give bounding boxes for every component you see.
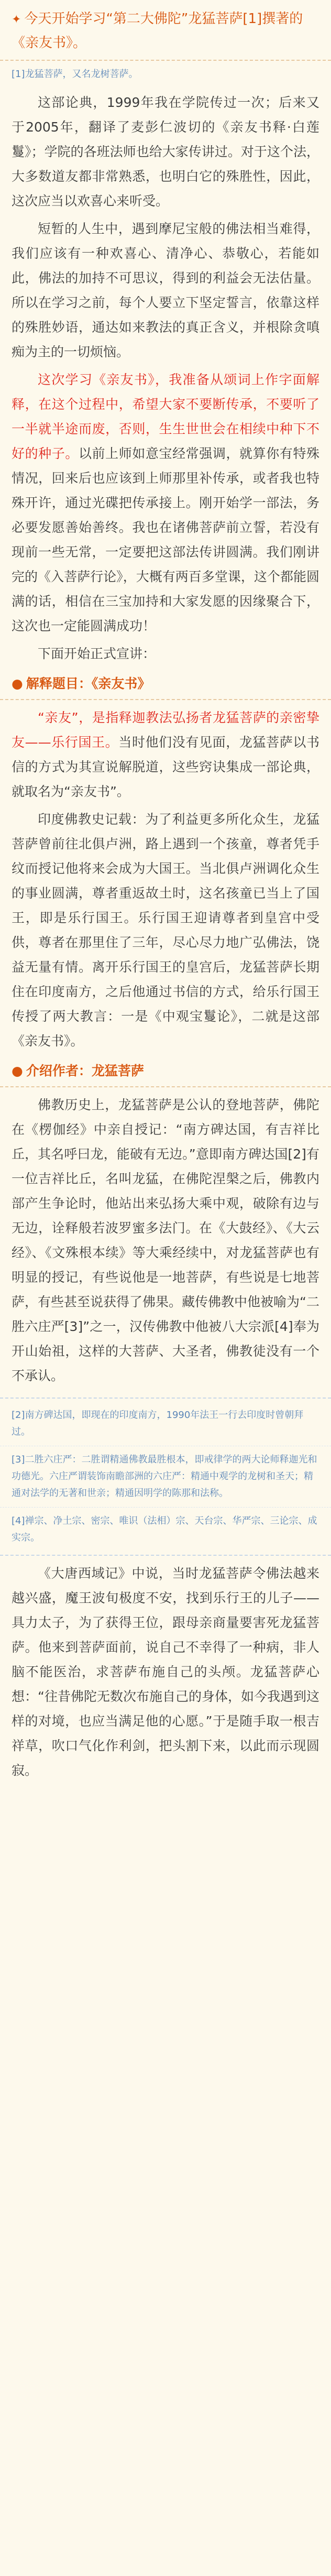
footnote-2: [2]南方碑达国，即现在的印度南方，1990年法王一行去印度时曾朝拜过。	[0, 1402, 331, 1446]
section-marker-icon: ●	[12, 676, 23, 691]
section-title-1	[0, 671, 331, 696]
section-divider	[0, 699, 331, 700]
paragraph-3-highlight: 这次学习《亲友书》，我准备从颂词上作字面解释，在这个过程中，希望大家不要断传承，不要听了一半就半途而废，否则，生生世世会在相续中种下不好的种子。	[12, 372, 319, 461]
paragraph-8: 《大唐西域记》中说，当时龙猛菩萨令佛法越来越兴盛，魔王波旬极度不安，找到乐行王的儿子——具力太子，为了获得王位，跟母亲商量要害死龙猛菩萨。他来到菩萨面前，说自己不幸得了一种病，非人脑不能医治，求菩萨布施自己的头颅。龙猛菩萨心想：“往昔佛陀无数次布施自己的身体，如今我遇到这样的对境，也应当满足他的心愿。”于是随手取一根吉祥草，吹口气化作利剑，把头割下来，以此而示现圆寂。	[12, 1566, 319, 1778]
section-divider	[0, 1086, 331, 1087]
footnote-4: [4]禅宗、净土宗、密宗、唯识（法相）宗、天台宗、华严宗、三论宗、成实宗。	[12, 1515, 317, 1543]
section-title-1-text: 解释题目：《亲友书》	[26, 676, 151, 691]
section-1-body	[0, 705, 331, 1053]
main-body	[0, 90, 331, 666]
paragraph-5-highlight: “亲友”，是指释迦教法弘扬者龙猛菩萨的亲密挚友——乐行国王。	[12, 710, 319, 750]
paragraph-3	[12, 367, 319, 638]
section-marker-icon: ●	[12, 1063, 23, 1078]
section-title-2-text: 介绍作者：龙猛菩萨	[26, 1063, 144, 1078]
paragraph-5	[12, 705, 319, 804]
intro-text: 今天开始学习“第二大佛陀”龙猛菩萨[1]撰著的《亲友书》。	[12, 11, 303, 51]
paragraph-1: 这部论典，1999年我在学院传过一次；后来又于2005年，翻译了麦彭仁波切的《亲友书释·白莲鬘》；学院的各班法师也给大家传讲过。对于这个法，大多数道友都非常熟悉，也明白它的殊胜性，因此，这次应当以欢喜心来听受。	[12, 95, 319, 209]
bullet-icon: ✦	[12, 13, 21, 26]
section-title-2	[0, 1058, 331, 1083]
paragraph-6: 印度佛教史记载：为了利益更多所化众生，龙猛菩萨曾前往北俱卢洲，路上遇到一个孩童，尊者凭手纹而授记他将来会成为大国王。当北俱卢洲调化众生的事业圆满，尊者重返故土时，这名孩童已当上了国王，即是乐行国王。乐行国王迎请尊者到皇宫中受供，尊者在那里住了三年，尽心尽力地广弘佛法，饶益无量有情。离开乐行国王的皇宫后，龙猛菩萨长期住在印度南方，之后他通过书信的方式，给乐行国王传授了两大教言：一是《中观宝鬘论》，二就是这部《亲友书》。	[12, 812, 319, 1049]
paragraph-3-rest: 以前上师如意宝经常强调，就算你有特殊情况，回来后也应该到上师那里补传承，或者我也特殊开许，通过光碟把传承接上。刚开始学一部法，务必要发愿善始善终。我也在诸佛菩萨前立誓，若没有现前一些无常，一定要把这部法传讲圆满。我们刚讲完的《入菩萨行论》，大概有两百多堂课，这个都能圆满的话，相信在三宝加持和大家发愿的因缘聚合下，这次也一定能圆满成功！	[12, 446, 319, 634]
paragraph-2: 短暂的人生中，遇到摩尼宝般的佛法相当难得，我们应该有一种欢喜心、清净心、恭敬心，若能如此，佛法的加持不可思议，得到的利益会无法估量。所以在学习之前，每个人要立下坚定誓言，依靠这样的殊胜妙语，通达如来教法的真正含义，并根除贪嗔痴为主的一切烦恼。	[12, 221, 319, 359]
paragraph-5-rest: 当时他们没有见面，龙猛菩萨以书信的方式为其宣说解脱道，这些窍诀集成一部论典，就取名为“亲友书”。	[12, 735, 319, 799]
footnotes-block	[0, 1398, 331, 1556]
section-2-body-continued	[0, 1561, 331, 1783]
intro-line	[0, 0, 331, 61]
section-2-body	[0, 1093, 331, 1388]
footnote-3: [3]二胜六庄严：二胜谓精通佛教最胜根本，即戒律学的两大论师释迦光和功德光。六庄严谓装饰南瞻部洲的六庄严：精通中观学的龙树和圣天；精通对法学的无著和世亲；精通因明学的陈那和法称。	[0, 1446, 331, 1508]
paragraph-7: 佛教历史上，龙猛菩萨是公认的登地菩萨，佛陀在《楞伽经》中亲自授记：“南方碑达国，有吉祥比丘，其名呼曰龙，能破有无边。”意即南方碑达国[2]有一位吉祥比丘，名叫龙猛，在佛陀涅槃之后，佛教内部产生争论时，他站出来弘扬大乘中观，破除有边与无边，诠释般若波罗蜜多法门。在《大鼓经》、《大云经》、《文殊根本续》等大乘经续中，对龙猛菩萨也有明显的授记，有些说他是一地菩萨，有些说是七地菩萨，有些甚至说获得了佛果。藏传佛教中他被喻为“二胜六庄严[3]”之一，汉传佛教中他被八大宗派[4]奉为开山始祖，这样的大菩萨、大圣者，佛教徒没有一个不承认。	[12, 1097, 319, 1383]
footnote-1: [1]龙猛菩萨，又名龙树菩萨。	[12, 69, 138, 80]
paragraph-4: 下面开始正式宣讲：	[38, 646, 156, 661]
